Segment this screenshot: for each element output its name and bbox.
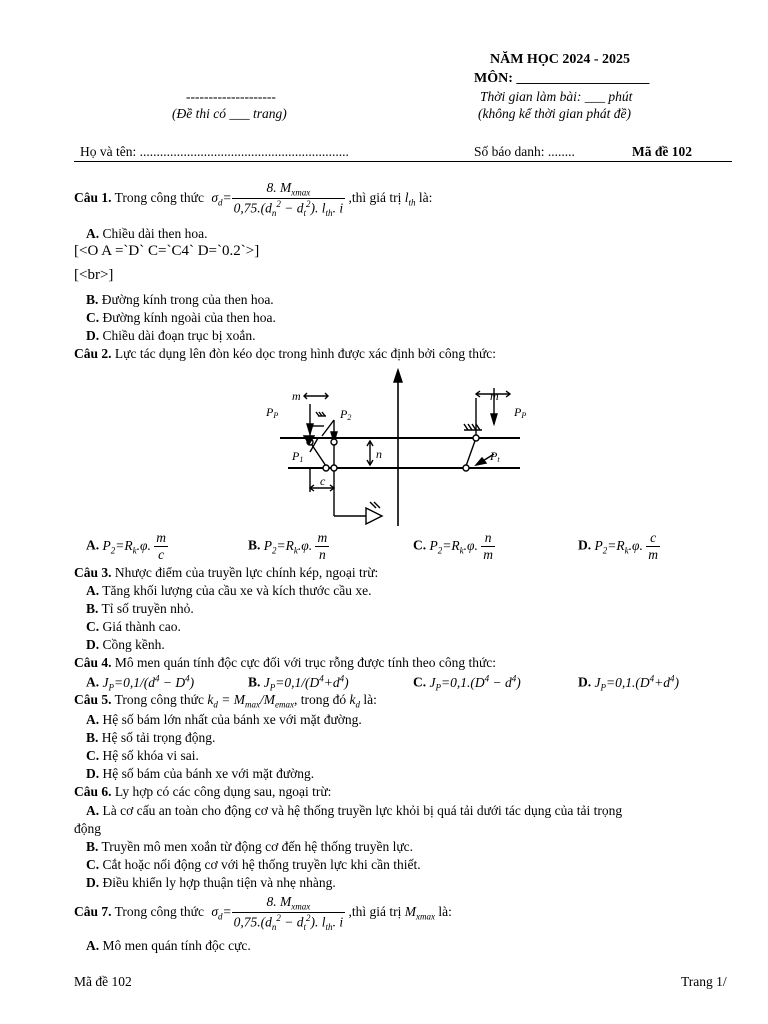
q4-option-d[interactable] [578,673,679,692]
exam-code: Mã đề 102 [632,144,692,159]
fig-label-m-left: m [292,389,301,403]
q6-b-letter: B. [86,839,99,854]
q4-b-letter: B. [248,674,261,690]
q1-suffix2: là: [418,190,433,206]
q5-option-c[interactable] [86,748,199,764]
q2-label: Câu 2. [74,346,112,361]
q1-suffix: ,thì giá trị [348,190,402,206]
q3-option-c[interactable] [86,619,181,635]
q5-b-letter: B. [86,730,99,745]
fig-label-pp-left: PP [266,405,279,420]
q2-b-formula: $P_2=R_k.\varphi$. $\frac{m}{n}$ [263,530,328,562]
q4-c-formula: $J_P=0,1.(D^4 - d^4)$ [429,673,521,693]
q5-d-letter: D. [86,766,100,781]
name-label: Họ và tên: .............................................................. [80,144,349,159]
q6-b-text: Truyền mô men xoắn từ động cơ đến hệ thống truyền lực. [101,839,414,854]
footer-page-number: Trang 1/ [681,974,727,989]
q5-label: Câu 5. [74,692,112,707]
question-5 [74,692,377,710]
question-6 [74,784,331,800]
artifact-line-2: [<br>] [74,267,114,283]
q6-option-a[interactable] [86,803,622,819]
q7-option-a[interactable] [86,938,251,954]
q4-label: Câu 4. [74,655,112,670]
q5-text-pre: Trong công thức [114,692,204,707]
question-4 [74,655,496,671]
q6-c-text: Cắt hoặc nối động cơ với hệ thống truyền lực khi cần thiết. [102,857,421,872]
q1-option-c[interactable] [86,310,276,326]
q6-d-text: Điều khiển ly hợp thuận tiện và nhẹ nhàng. [102,875,336,890]
q3-label: Câu 3. [74,565,112,580]
q3-b-letter: B. [86,601,99,616]
q2-a-letter: A. [86,537,100,553]
time-label: Thời gian làm bài: ___ phút [480,89,633,104]
q3-a-letter: A. [86,583,100,598]
fig-label-p1: P1 [292,449,304,464]
q5-b-text: Hệ số tải trọng động. [101,730,216,745]
q1-a-text: Chiều dài then hoa. [102,226,208,241]
q6-c-letter: C. [86,857,100,872]
question-3 [74,565,378,581]
left-dashes: -------------------- [186,89,276,104]
q1-option-b[interactable] [86,292,274,308]
artifact-line-1: [<O A =`D` C=`C4` D=`0.2`>] [74,243,260,259]
q3-option-b[interactable] [86,601,194,617]
q4-d-formula: $J_P=0,1.(D^4+d^4)$ [594,673,679,693]
q5-option-d[interactable] [86,766,314,782]
q4-b-formula: $J_P=0,1/(D^4+d^4)$ [263,673,349,693]
q5-a-text: Hệ số bám lớn nhất của bánh xe với mặt đường. [102,712,362,727]
q5-text-mid: , trong đó [293,692,347,707]
q3-text: Nhược điểm của truyền lực chính kép, ngoại trừ: [114,565,379,580]
q7-a-letter: A. [86,938,100,953]
q6-text: Ly hợp có các công dụng sau, ngoại trừ: [114,784,332,799]
q1-option-d[interactable] [86,328,255,344]
q7-label: Câu 7. [74,904,112,920]
question-1 [74,180,432,218]
q3-d-text: Cồng kềnh. [102,637,165,652]
q5-formula: $k_d = M_{max}/M_{emax}$ [207,692,294,710]
q3-c-letter: C. [86,619,100,634]
q3-a-text: Tăng khối lượng của cầu xe và kích thước cầu xe. [102,583,372,598]
q5-kd: $k_d$ [349,692,360,710]
q1-d-text: Chiều dài đoạn trục bị xoắn. [102,328,256,343]
q1-c-text: Đường kính ngoài của then hoa. [102,310,276,325]
q4-a-letter: A. [86,674,100,690]
fig-label-n: n [376,447,382,461]
q5-text-post: là: [363,692,377,707]
q3-option-d[interactable] [86,637,165,653]
q6-option-a-continued: động [74,821,101,836]
footer-exam-code: Mã đề 102 [74,974,132,989]
q6-option-c[interactable] [86,857,421,873]
q2-a-formula: $P_2=R_k.\varphi$. $\frac{m}{c}$ [102,530,166,562]
q1-fraction: $\frac{8. M_{xmax}}{0,75.(d_n^2 - d_t^2). l_{th}. i}$ [233,180,344,218]
q1-a-letter: A. [86,226,100,241]
fig-label-pt: Pt [490,449,500,464]
q3-b-text: Tỉ số truyền nhỏ. [101,601,194,616]
q7-suffix: ,thì giá trị [348,904,402,920]
q2-option-d[interactable] [578,530,660,563]
q2-text: Lực tác dụng lên đòn kéo dọc trong hình được xác định bởi công thức: [114,346,497,361]
q7-suffix2: là: [438,904,452,920]
q3-c-text: Giá thành cao. [102,619,181,634]
q2-option-b[interactable] [248,530,329,563]
q3-d-letter: D. [86,637,100,652]
q4-a-formula: $J_P=0,1/(d^4 - D^4)$ [102,673,195,693]
q2-d-letter: D. [578,537,592,553]
q5-c-letter: C. [86,748,100,763]
school-year: NĂM HỌC 2024 - 2025 [490,52,630,67]
q6-option-b[interactable] [86,839,413,855]
q1-b-letter: B. [86,292,99,307]
q7-mxmax: $M_{xmax}$ [404,904,435,922]
question-7 [74,894,452,932]
q1-d-letter: D. [86,328,100,343]
header-divider [74,161,732,162]
pages-note: (Đề thi có ___ trang) [172,106,287,121]
q4-option-c[interactable] [413,673,521,692]
fig-label-pp-right: PP [514,405,527,420]
q2-option-a[interactable] [86,530,168,563]
q4-option-b[interactable] [248,673,349,692]
fig-label-c: c [320,474,326,488]
q2-figure [258,368,548,528]
q5-c-text: Hệ số khóa vi sai. [102,748,199,763]
q6-d-letter: D. [86,875,100,890]
question-2 [74,346,496,362]
q6-a-text: Là cơ cấu an toàn cho động cơ và hệ thống truyền lực khỏi bị quá tải dưới tác dụng của tải trọng [102,803,623,818]
q1-formula: $\sigma_d=$ $\frac{8. M_{xmax}}{0,75.(d_n^2 - d_t^2). l_{th}. i}$ [211,180,344,218]
q2-d-formula: $P_2=R_k.\varphi$. $\frac{c}{m}$ [594,530,658,562]
sbd-label: Số báo danh: ........ [474,144,575,159]
q4-text: Mô men quán tính độc cực đối với trục rỗng được tính theo công thức: [114,655,497,670]
q6-label: Câu 6. [74,784,112,799]
q7-fraction: $\frac{8. M_{xmax}}{0,75.(d_n^2 - d_t^2). l_{th}. i}$ [233,894,344,932]
time-note: (không kể thời gian phát đề) [478,106,632,121]
q1-label: Câu 1. [74,190,112,206]
q2-c-formula: $P_2=R_k.\varphi$. $\frac{n}{m}$ [429,530,493,562]
q2-c-letter: C. [413,537,427,553]
q7-formula: $\sigma_d=$ $\frac{8. M_{xmax}}{0,75.(d_n^2 - d_t^2). l_{th}. i}$ [211,894,344,932]
q1-option-a[interactable] [86,226,207,242]
q1-b-text: Đường kính trong của then hoa. [101,292,274,307]
q6-a-letter: A. [86,803,100,818]
fig-label-p2: P2 [340,407,352,422]
fig-label-m-right: m [490,389,499,403]
q1-lth: $l_{th}$ [404,190,416,208]
q5-d-text: Hệ số bám của bánh xe với mặt đường. [102,766,315,781]
q2-b-letter: B. [248,537,261,553]
q5-option-b[interactable] [86,730,215,746]
q5-option-a[interactable] [86,712,362,728]
q7-prefix: Trong công thức [114,904,204,920]
q3-option-a[interactable] [86,583,371,599]
q4-option-a[interactable] [86,673,194,692]
subject-label: MÔN: ___________________ [474,71,650,86]
q4-c-letter: C. [413,674,427,690]
q4-d-letter: D. [578,674,592,690]
q6-option-d[interactable] [86,875,336,891]
q5-a-letter: A. [86,712,100,727]
q1-prefix: Trong công thức [114,190,204,206]
q7-a-text: Mô men quán tính độc cực. [102,938,251,953]
q2-option-c[interactable] [413,530,495,563]
q1-c-letter: C. [86,310,100,325]
